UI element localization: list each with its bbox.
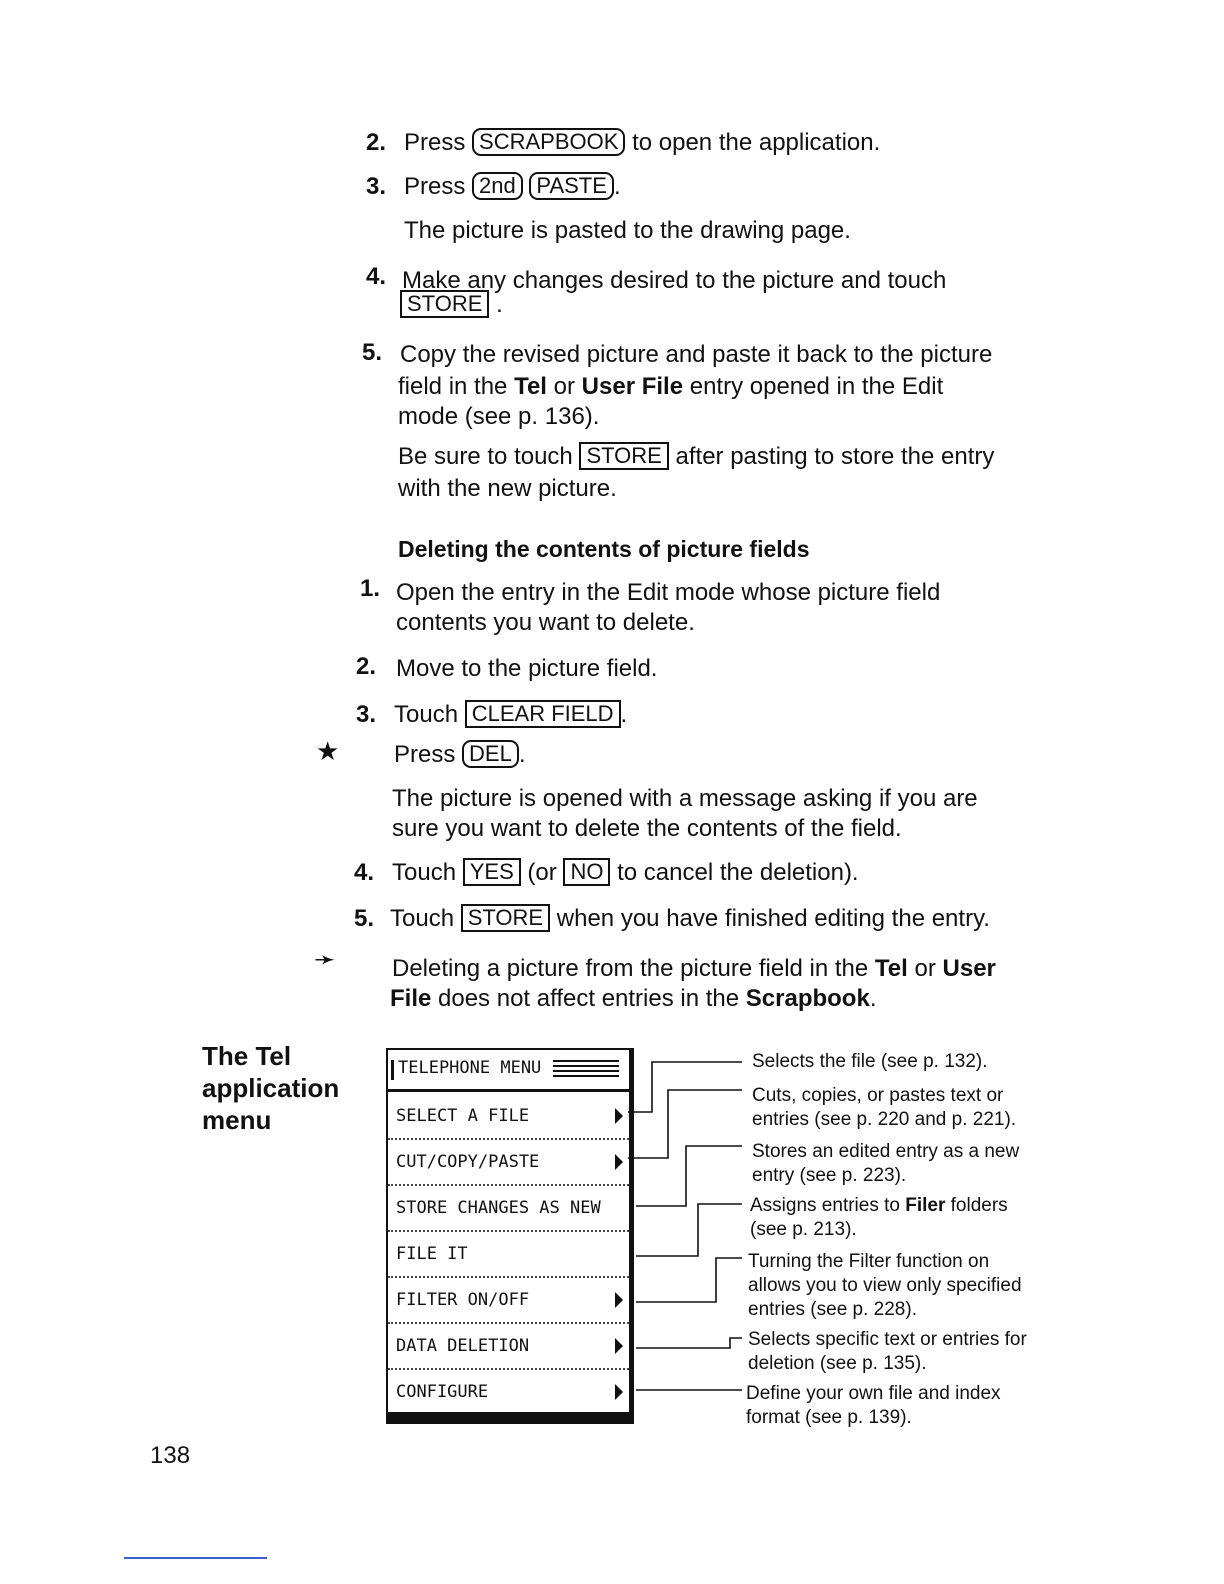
annotation-deletion-line2: deletion (see p. 135). — [748, 1353, 927, 1374]
step-text: after pasting to store the entry — [675, 443, 995, 470]
del-key: DEL — [462, 740, 519, 768]
menu-item-label: FILE IT — [396, 1244, 468, 1264]
del-star-note2: sure you want to delete the contents of the field. — [392, 815, 902, 842]
file-bold: File — [390, 985, 432, 1012]
annotation-file-it-line2: (see p. 213). — [750, 1219, 857, 1240]
step-text: field in the — [398, 373, 508, 400]
leader-line — [628, 1062, 742, 1112]
annotation-text: folders — [950, 1195, 1008, 1216]
note-arrow-icon: ➛ — [314, 944, 336, 974]
step-text: . — [496, 291, 503, 318]
menu-item-label: FILTER ON/OFF — [396, 1290, 530, 1310]
section-heading: Deleting the contents of picture fields — [398, 536, 810, 562]
user-bold: User — [942, 955, 996, 982]
annotation-filter-line3: entries (see p. 228). — [748, 1299, 917, 1320]
clear-field-key: CLEAR FIELD — [465, 700, 621, 728]
scrapbook-bold: Scrapbook — [745, 985, 870, 1012]
step-text: when you have finished editing the entry. — [556, 905, 990, 932]
user-file-bold: User File — [581, 373, 684, 400]
step-text: Be sure to touch — [398, 443, 573, 470]
leader-line — [628, 1090, 742, 1158]
paste-key: PASTE — [529, 172, 614, 200]
step-number: 2. — [366, 129, 387, 156]
step-text: Touch — [394, 701, 459, 728]
del-star-note1: The picture is opened with a message asking if you are — [392, 785, 978, 812]
step-number: 1. — [360, 575, 381, 602]
menu-title-line1: The Tel — [202, 1041, 292, 1071]
annotation-filter-line2: allows you to view only specified — [748, 1275, 1022, 1296]
step-text: . — [518, 741, 526, 768]
step-number: 5. — [362, 339, 383, 366]
annotation-select-file: Selects the file (see p. 132). — [752, 1051, 988, 1072]
tel-bold: Tel — [514, 373, 547, 400]
step-number: 5. — [354, 905, 375, 932]
step-5-line3: mode (see p. 136). — [398, 403, 600, 430]
step-number: 2. — [356, 653, 377, 680]
scrapbook-key: SCRAPBOOK — [472, 128, 625, 156]
store-key: STORE — [400, 290, 489, 318]
step-text: . — [620, 701, 628, 728]
step-5-note-line2: with the new picture. — [398, 475, 617, 502]
annotation-configure-line2: format (see p. 139). — [746, 1407, 912, 1428]
menu-title-line3: menu — [202, 1105, 272, 1135]
step-3-note: The picture is pasted to the drawing page. — [404, 217, 851, 244]
annotation-deletion-line1: Selects specific text or entries for — [748, 1329, 1027, 1350]
step-text: Touch — [390, 905, 455, 932]
store-key: STORE — [579, 442, 668, 470]
menu-item-label: STORE CHANGES AS NEW — [396, 1198, 601, 1218]
step-text: Press — [404, 173, 466, 200]
note-text: . — [869, 985, 877, 1012]
yes-key: YES — [463, 858, 521, 886]
menu-item-label: CONFIGURE — [396, 1382, 489, 1402]
menu-title-line2: application — [202, 1073, 340, 1103]
tel-bold: Tel — [874, 955, 908, 982]
annotation-configure-line1: Define your own file and index — [746, 1383, 1001, 1404]
menu-item-label: CUT/COPY/PASTE — [396, 1152, 540, 1172]
step-4-line1: Make any changes desired to the picture and touch — [402, 267, 947, 294]
no-key: NO — [563, 858, 610, 886]
step-text: Press — [394, 741, 456, 768]
step-5-line1: Copy the revised picture and paste it back to the picture — [400, 341, 993, 368]
note-text: or — [914, 955, 936, 982]
step-number: 4. — [354, 859, 375, 886]
note-text: Deleting a picture from the picture field in the — [392, 955, 869, 982]
annotation-store-line1: Stores an edited entry as a new — [752, 1141, 1020, 1162]
leader-line — [636, 1338, 742, 1348]
step-text: to open the application. — [632, 129, 881, 156]
page-number: 138 — [150, 1442, 191, 1469]
step-text: or — [553, 373, 575, 400]
step-text: entry opened in the Edit — [689, 373, 944, 400]
footer-rule — [124, 1557, 267, 1559]
screen-title: TELEPHONE MENU — [398, 1058, 542, 1078]
step-text: Touch — [392, 859, 457, 886]
annotation-file-it-line1 — [750, 1194, 1008, 1217]
annotation-cut-copy-line2: entries (see p. 220 and p. 221). — [752, 1109, 1017, 1130]
step-number: 3. — [356, 701, 377, 728]
step-number: 3. — [366, 173, 387, 200]
step-text: Press — [404, 129, 466, 156]
2nd-key: 2nd — [472, 172, 523, 200]
menu-item-label: DATA DELETION — [396, 1336, 530, 1356]
step-text: (or — [527, 859, 557, 886]
annotation-filter-line1: Turning the Filter function on — [748, 1251, 990, 1272]
annotation-cut-copy-line1: Cuts, copies, or pastes text or — [752, 1085, 1004, 1106]
star-mark: ★ — [316, 736, 340, 766]
annotation-store-line2: entry (see p. 223). — [752, 1165, 907, 1186]
leader-line — [636, 1204, 742, 1256]
filer-bold: Filer — [905, 1195, 946, 1216]
leader-line — [636, 1258, 742, 1302]
annotation-text: Assigns entries to — [750, 1195, 900, 1216]
menu-item-label: SELECT A FILE — [396, 1106, 530, 1126]
del-step-1-line1: Open the entry in the Edit mode whose picture field — [396, 579, 941, 606]
step-number: 4. — [366, 263, 387, 290]
step-text: to cancel the deletion). — [617, 859, 859, 886]
leader-line — [636, 1146, 742, 1206]
del-step-2: Move to the picture field. — [396, 655, 658, 682]
del-step-1-line2: contents you want to delete. — [396, 609, 695, 636]
store-key: STORE — [461, 904, 550, 932]
note-text: does not affect entries in the — [438, 985, 740, 1012]
step-text: . — [613, 173, 621, 200]
